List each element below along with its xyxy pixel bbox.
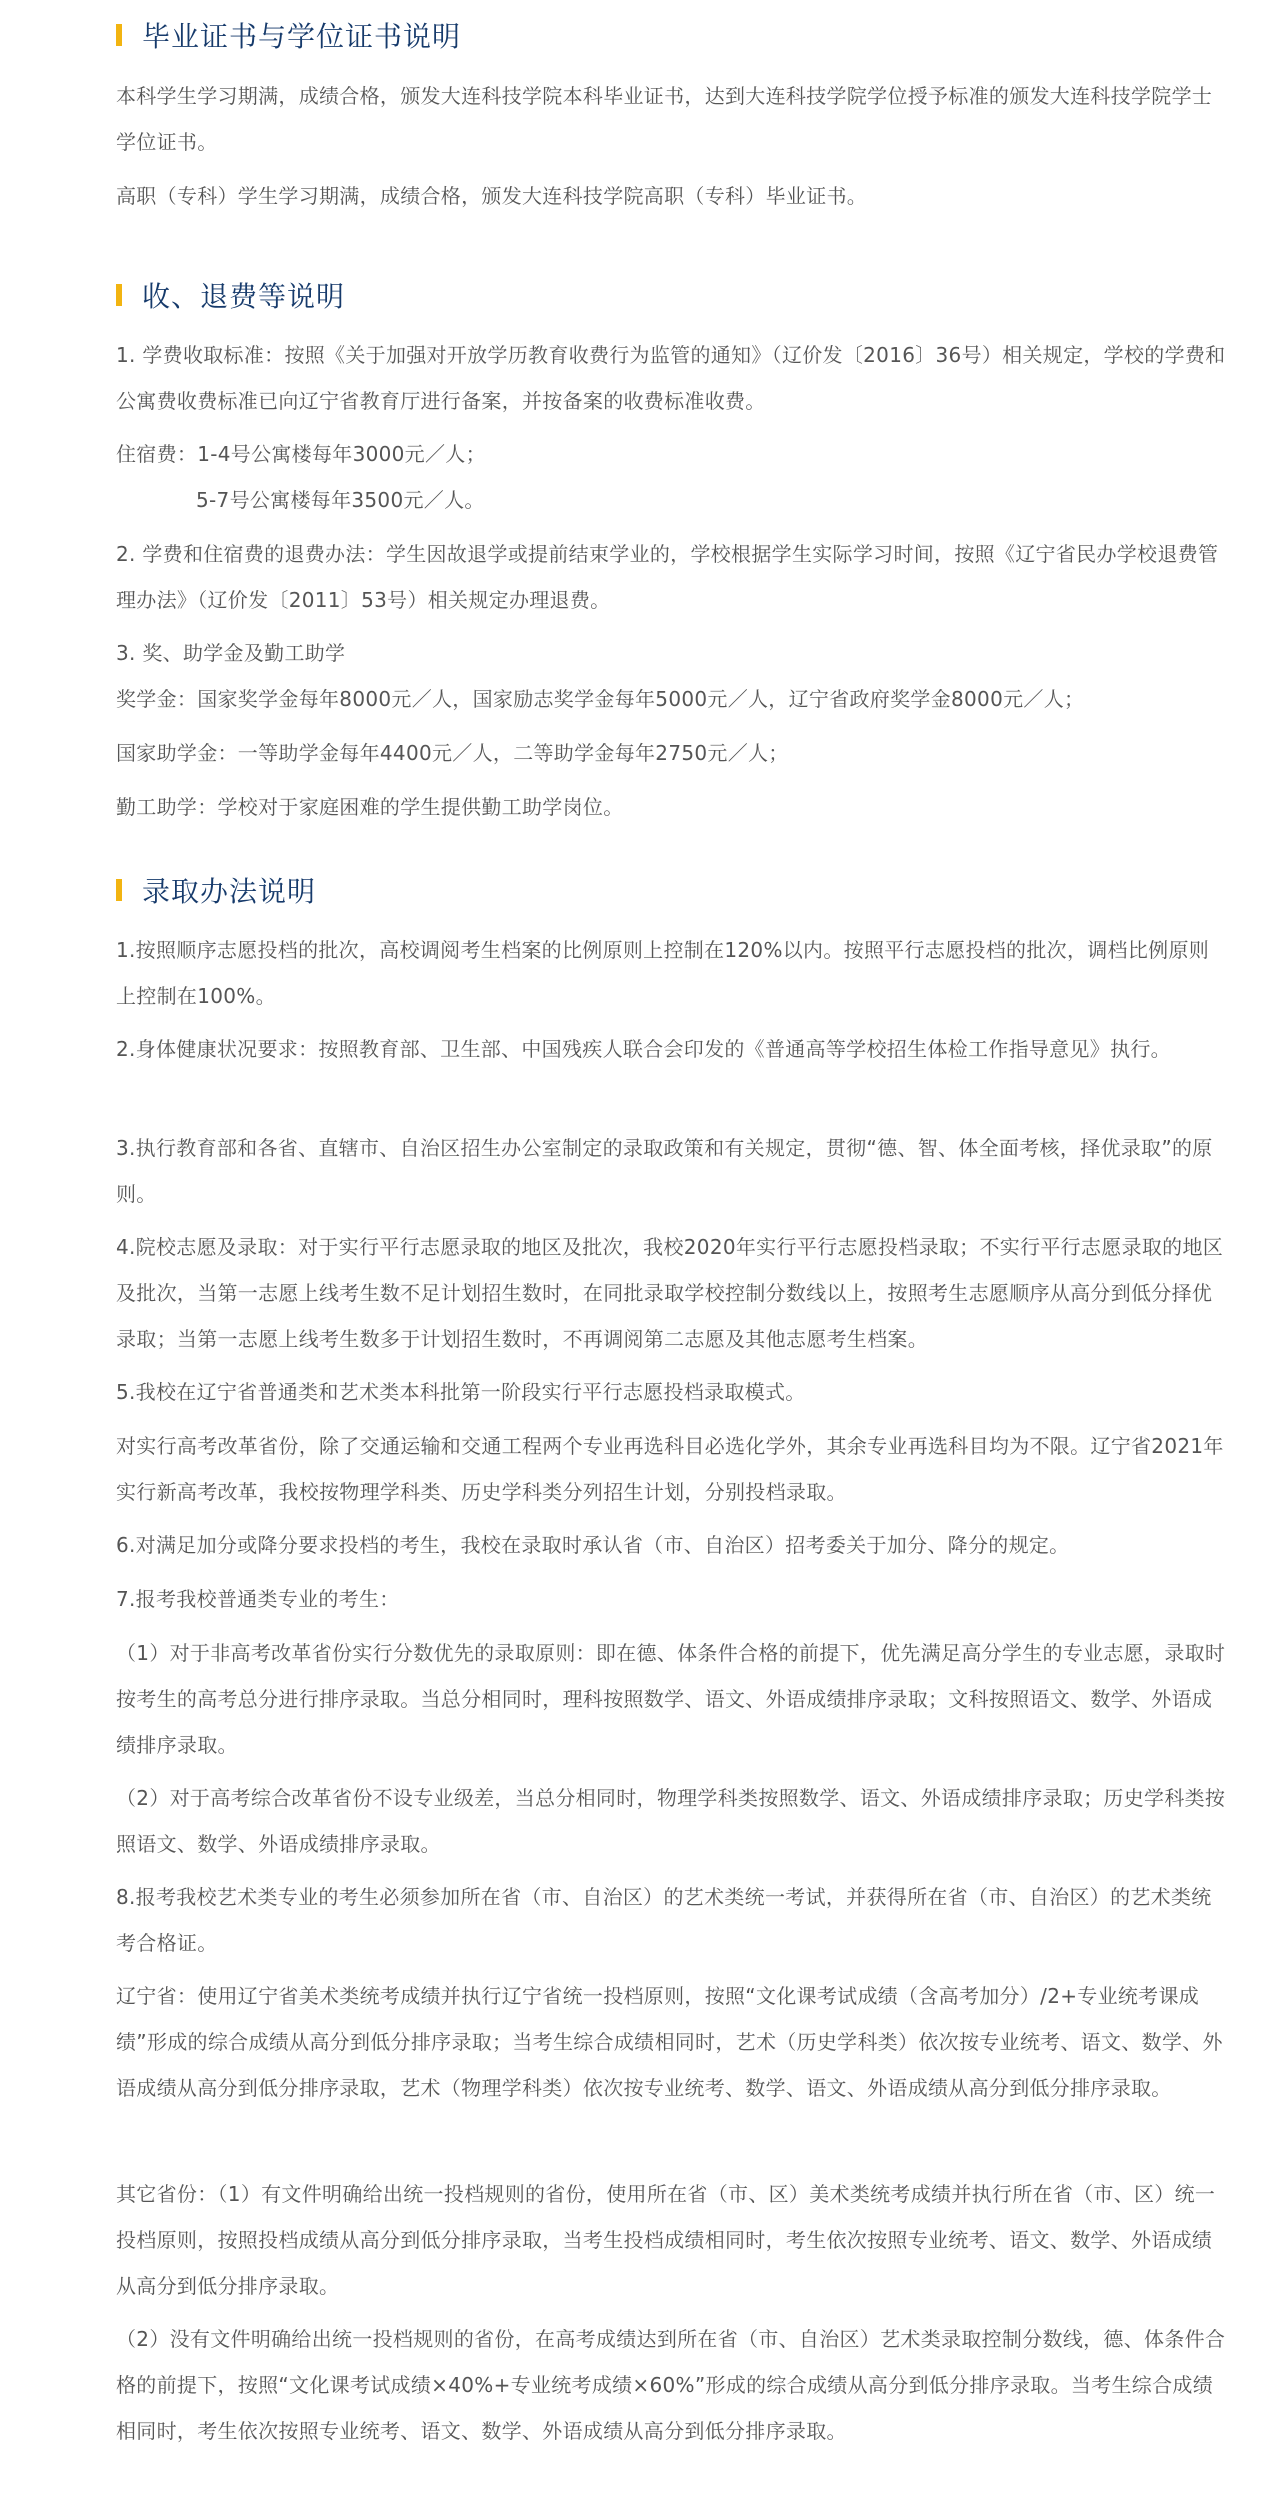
paragraph: 5-7号公寓楼每年3500元／人。 (196, 488, 485, 512)
heading-accent-bar (116, 879, 122, 901)
paragraph: （2）没有文件明确给出统一投档规则的省份，在高考成绩达到所在省（市、自治区）艺术类录取控制分数线，德、体条件合格的前提下，按照“文化课考试成绩×40%+专业统考成绩×60%”形成的综合成绩从高分到低分排序录取。当考生综合成绩相同时，考生依次按照专业统考、语文、数学、外语成绩从高分到低分排序录取。 (116, 2327, 1226, 2443)
paragraph: 6.对满足加分或降分要求投档的考生，我校在录取时承认省（市、自治区）招考委关于加分、降分的规定。 (116, 1533, 1070, 1557)
paragraph: 5.我校在辽宁省普通类和艺术类本科批第一阶段实行平行志愿投档录取模式。 (116, 1380, 806, 1404)
heading-accent-bar (116, 284, 122, 306)
paragraph: （1）对于非高考改革省份实行分数优先的录取原则：即在德、体条件合格的前提下，优先满足高分学生的专业志愿，录取时按考生的高考总分进行排序录取。当总分相同时，理科按照数学、语文、外语成绩排序录取；文科按照语文、数学、外语成绩排序录取。 (116, 1641, 1226, 1757)
section-heading-admission (116, 870, 316, 910)
section-title: 录取办法说明 (142, 875, 317, 908)
paragraph: 1. 学费收取标准：按照《关于加强对开放学历教育收费行为监管的通知》（辽价发〔2016〕36号）相关规定，学校的学费和公寓费收费标准已向辽宁省教育厅进行备案，并按备案的收费标准收费。 (116, 343, 1226, 413)
paragraph: 3. 奖、助学金及勤工助学 (116, 641, 346, 665)
paragraph: （2）对于高考综合改革省份不设专业级差，当总分相同时，物理学科类按照数学、语文、外语成绩排序录取；历史学科类按照语文、数学、外语成绩排序录取。 (116, 1786, 1226, 1856)
section-title: 毕业证书与学位证书说明 (142, 20, 462, 53)
heading-accent-bar (116, 24, 122, 46)
section-heading-fees (116, 275, 345, 315)
section-title: 收、退费等说明 (142, 280, 346, 313)
paragraph: 本科学生学习期满，成绩合格，颁发大连科技学院本科毕业证书，达到大连科技学院学位授予标准的颁发大连科技学院学士学位证书。 (116, 84, 1213, 154)
paragraph: 高职（专科）学生学习期满，成绩合格，颁发大连科技学院高职（专科）毕业证书。 (116, 184, 868, 208)
paragraph: 住宿费：1-4号公寓楼每年3000元／人； (116, 442, 486, 466)
paragraph: 7.报考我校普通类专业的考生： (116, 1587, 400, 1611)
paragraph: 辽宁省：使用辽宁省美术类统考成绩并执行辽宁省统一投档原则，按照“文化课考试成绩（含高考加分）/2+专业统考课成绩”形成的综合成绩从高分到低分排序录取；当考生综合成绩相同时，艺术（历史学科类）依次按专业统考、语文、数学、外语成绩从高分到低分排序录取，艺术（物理学科类）依次按专业统考、数学、语文、外语成绩从高分到低分排序录取。 (116, 1984, 1223, 2100)
paragraph: 8.报考我校艺术类专业的考生必须参加所在省（市、自治区）的艺术类统一考试，并获得所在省（市、自治区）的艺术类统考合格证。 (116, 1885, 1212, 1955)
paragraph: 1.按照顺序志愿投档的批次，高校调阅考生档案的比例原则上控制在120%以内。按照平行志愿投档的批次，调档比例原则上控制在100%。 (116, 938, 1210, 1008)
paragraph: 国家助学金：一等助学金每年4400元／人，二等助学金每年2750元／人； (116, 741, 789, 765)
paragraph: 4.院校志愿及录取：对于实行平行志愿录取的地区及批次，我校2020年实行平行志愿投档录取；不实行平行志愿录取的地区及批次，当第一志愿上线考生数不足计划招生数时，在同批录取学校控制分数线以上，按照考生志愿顺序从高分到低分择优录取；当第一志愿上线考生数多于计划招生数时，不再调阅第二志愿及其他志愿考生档案。 (116, 1235, 1224, 1351)
paragraph: 其它省份：（1）有文件明确给出统一投档规则的省份，使用所在省（市、区）美术类统考成绩并执行所在省（市、区）统一投档原则，按照投档成绩从高分到低分排序录取，当考生投档成绩相同时，考生依次按照专业统考、语文、数学、外语成绩从高分到低分排序录取。 (116, 2182, 1216, 2298)
paragraph: 2.身体健康状况要求：按照教育部、卫生部、中国残疾人联合会印发的《普通高等学校招生体检工作指导意见》执行。 (116, 1037, 1171, 1061)
paragraph: 勤工助学：学校对于家庭困难的学生提供勤工助学岗位。 (116, 795, 624, 819)
paragraph: 3.执行教育部和各省、直辖市、自治区招生办公室制定的录取政策和有关规定，贯彻“德、智、体全面考核，择优录取”的原则。 (116, 1136, 1213, 1206)
paragraph: 对实行高考改革省份，除了交通运输和交通工程两个专业再选科目必选化学外，其余专业再选科目均为不限。辽宁省2021年实行新高考改革，我校按物理学科类、历史学科类分列招生计划，分别投档录取。 (116, 1434, 1224, 1504)
paragraph: 奖学金：国家奖学金每年8000元／人，国家励志奖学金每年5000元／人，辽宁省政府奖学金8000元／人； (116, 687, 1085, 711)
section-heading-diploma (116, 15, 461, 55)
paragraph: 2. 学费和住宿费的退费办法：学生因故退学或提前结束学业的，学校根据学生实际学习时间，按照《辽宁省民办学校退费管理办法》（辽价发〔2011〕53号）相关规定办理退费。 (116, 542, 1219, 612)
